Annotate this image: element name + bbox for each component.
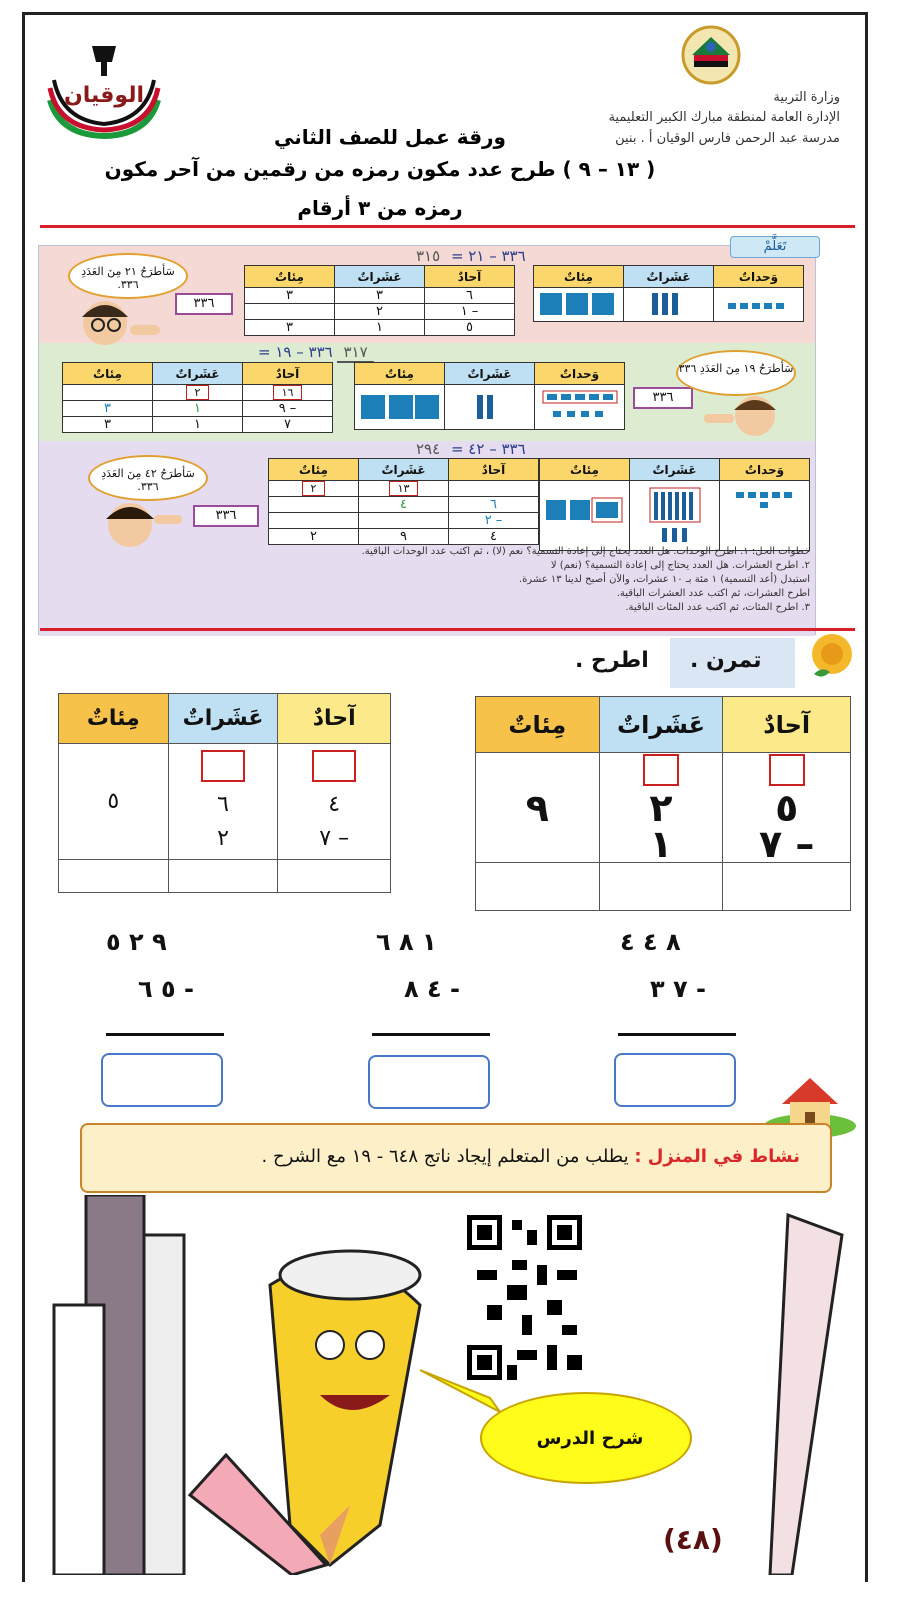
exercise-2-line	[372, 1033, 490, 1036]
tens-blocks	[624, 288, 714, 322]
answer-cell-ones[interactable]	[278, 860, 391, 893]
school-logo	[40, 40, 168, 140]
place-value-table-2: مِئاتٌ عَشَراتٌ آحادٌ ٢ ١٦ ٣ ١ ٩ – ٣ ١ ٧	[62, 362, 333, 433]
answer-cell-tens[interactable]	[168, 860, 278, 893]
blocks-table-3: مِئاتٌ عَشَراتٌ وَحداتٌ	[539, 458, 810, 551]
boy-character-2	[700, 390, 800, 440]
boy-character-1	[60, 295, 170, 355]
directorate-name: الإدارة العامة لمنطقة مبارك الكبير التعليمية	[608, 110, 840, 125]
thought-bubble-2: سَأطرَحُ ١٩ مِنَ العَدَدِ ٣٣٦	[676, 350, 796, 396]
hundreds-digit: ٥	[59, 744, 169, 860]
svg-text:الوقيان: الوقيان	[63, 83, 145, 108]
worksheet-title: ورقة عمل للصف الثاني	[274, 125, 506, 149]
answer-cell-hundreds[interactable]	[59, 860, 169, 893]
lesson-explanation-link[interactable]: شرح الدرس	[536, 1428, 644, 1449]
exercise-3-line	[106, 1033, 224, 1036]
equation-3: ٣٣٦ – ٤٢ = ٢٩٤	[410, 440, 526, 458]
number-tag-1: ٣٣٦	[175, 293, 233, 315]
page-number: (٤٨)	[663, 1523, 723, 1556]
hundreds-blocks	[534, 288, 624, 322]
exercise-3-bottom: ٥ ٦ -	[138, 975, 194, 1003]
practice-label: تمرن .	[690, 648, 762, 673]
hundreds-digit: ٩	[476, 753, 600, 863]
exercise-2-answer-box[interactable]	[368, 1055, 490, 1109]
rose-icon	[800, 628, 862, 684]
regroup-box-ones[interactable]	[769, 754, 805, 786]
equation-2: ٣١٧ ٣٣٦ – ١٩ =	[258, 343, 374, 361]
divider-middle	[40, 628, 855, 631]
number-tag-3: ٣٣٦	[193, 505, 259, 527]
answer-cell-hundreds[interactable]	[476, 863, 600, 911]
exercise-2-bottom: ٤ ٨ -	[404, 975, 460, 1003]
exercise-1-bottom: ٧ ٣ -	[650, 975, 706, 1003]
regroup-box-tens[interactable]	[643, 754, 679, 786]
qr-code[interactable]	[462, 1210, 587, 1385]
answer-cell-ones[interactable]	[723, 863, 851, 911]
number-tag-2: ٣٣٦	[633, 387, 693, 409]
practice-instruction: اطرح .	[575, 648, 649, 673]
exercise-1-top: ٨ ٤ ٤	[620, 928, 681, 956]
place-value-table-1: مِئاتٌ عَشَراتٌ آحادٌ ٣ ٣ ٦ ٢ ١ – ٣ ١ ٥	[244, 265, 515, 336]
speech-pointer	[420, 1360, 510, 1420]
exercise-3-answer-box[interactable]	[101, 1053, 223, 1107]
place-value-table-3: مِئاتٌ عَشَراتٌ آحادٌ ٢ ١٣ ٤ ٦ ٢ – ٢ ٩ ٤	[268, 458, 539, 545]
lesson-title-continued: رمزه من ٣ أرقام	[297, 196, 463, 220]
exercise-2-top: ١ ٨ ٦	[376, 928, 437, 956]
blocks-table-1: مِئاتٌ عَشَراتٌ وَحداتٌ	[533, 265, 804, 322]
exercise-1-answer-box[interactable]	[614, 1053, 736, 1107]
lesson-title: ( ١٣ – ٩ ) طرح عدد مكون رمزه من رقمين من آحر مكون	[104, 157, 656, 181]
ministry-name: وزارة التربية	[773, 90, 840, 105]
practice-table-left: مِئاتٌ عَشَراتٌ آحادٌ ٥ ٦ ٢ ٤ ٧ –	[58, 693, 391, 893]
practice-table-right: مِئاتٌ عَشَراتٌ آحادٌ ٩ ٢ ١ ٥ ٧ –	[475, 696, 851, 911]
regroup-box-ones[interactable]	[312, 750, 356, 782]
solution-steps: خطوات الحل: ١. اطرح الوحدات. هل العدد يحتاج إلى إعادة التسمية؟ نعم (لا) ، ثم اكتب عدد الوحدات الباقية. ٢. اطرح العشرات. هل العدد يحتاج إلى إعادة التسمية؟ (نعم) لا استبدل (أعد التسمية) ١ مئة بـ ١٠ عشرات، والآن أصبح لدينا ١٣ عشرة. اطرح العشرات، ثم اكتب عدد العشرات الباقية. ٣. اطرح المئات، ثم اكتب عدد المئات الباقية.	[361, 546, 810, 613]
home-activity: نشاط في المنزل : يطلب من المتعلم إيجاد ناتج ٦٤٨ - ١٩ مع الشرح .	[261, 1146, 800, 1167]
exercise-1-line	[618, 1033, 736, 1036]
unit-blocks	[714, 288, 804, 322]
blocks-table-2: مِئاتٌ عَشَراتٌ وَحداتٌ	[354, 362, 625, 430]
school-name: مدرسة عبد الرحمن فارس الوقيان أ . بنين	[615, 131, 840, 146]
learn-tab: تَعَلَّمْ	[730, 236, 820, 258]
thought-bubble-1: سَأطرَحُ ٢١ مِنَ العَدَدِ ٣٣٦.	[68, 253, 188, 299]
ministry-emblem	[676, 25, 746, 87]
answer-cell-tens[interactable]	[599, 863, 723, 911]
regroup-box-tens[interactable]	[201, 750, 245, 782]
thought-bubble-3: سَأطرَحُ ٤٢ مِنَ العَدَدِ ٣٣٦.	[88, 455, 208, 501]
equation-1: ٣٣٦ – ٢١ = ٣١٥	[410, 247, 526, 265]
divider-top	[40, 225, 855, 228]
exercise-3-top: ٩ ٢ ٥	[106, 928, 167, 956]
